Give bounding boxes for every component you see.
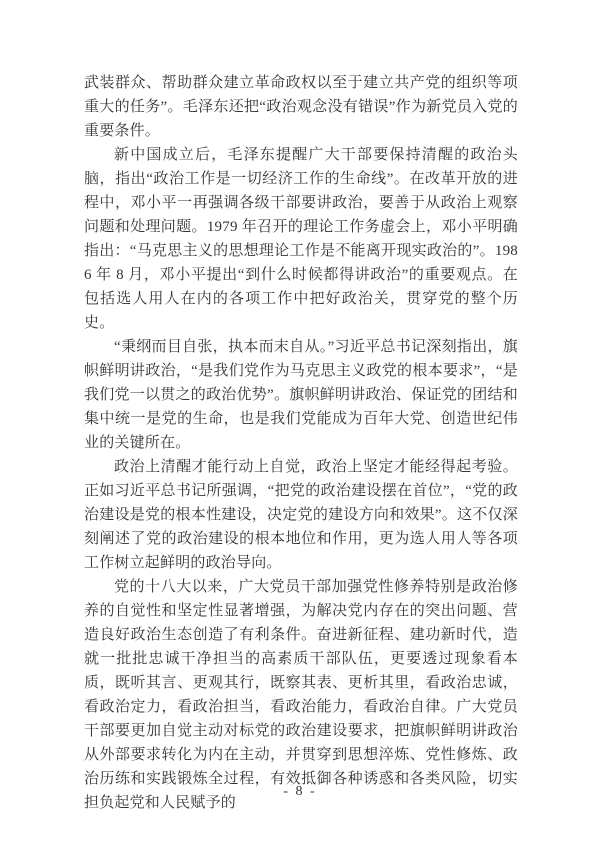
page-number: - 8 - [283,784,317,799]
document-body [84,71,518,815]
paragraph: 武装群众、帮助群众建立革命政权以至于建立共产党的组织等项重大的任务”。毛泽东还把“政治观念没有错误”作为新党员入党的重要条件。 [84,75,518,139]
paragraph: “秉纲而目自张，执本而末自从。”习近平总书记深刻指出，旗帜鲜明讲政治，“是我们党作为马克思主义政党的根本要求”，“是我们党一以贯之的政治优势”。旗帜鲜明讲政治、保证党的团结和集中统一是党的生命，也是我们党能成为百年大党、创造世纪伟业的关键所在。 [84,339,518,451]
paragraph: 党的十八大以来，广大党员干部加强党性修养特别是政治修养的自觉性和坚定性显著增强，为解决党内存在的突出问题、营造良好政治生态创造了有利条件。奋进新征程、建功新时代，造就一批批忠诚干净担当的高素质干部队伍，更要透过现象看本质，既听其言、更观其行，既察其表、更析其里，看政治忠诚，看政治定力，看政治担当，看政治能力，看政治自律。广大党员干部要更加自觉主动对标党的政治建设要求，把旗帜鲜明讲政治从外部要求转化为内在主动，并贯穿到思想淬炼、党性修炼、政治历练和实践锻炼全过程，有效抵御各种诱惑和各类风险，切实担负起党和人民赋予的 [84,579,518,811]
paragraph: 新中国成立后，毛泽东提醒广大干部要保持清醒的政治头脑，指出“政治工作是一切经济工作的生命线”。在改革开放的进程中，邓小平一再强调各级干部要讲政治，要善于从政治上观察问题和处理问题。1979 年召开的理论工作务虚会上，邓小平明确指出：“马克思主义的思想理论工作是不能离开现实政治的”。1986 年 8 月，邓小平提出“到什么时候都得讲政治”的重要观点。在包括选人用人在内的各项工作中把好政治关，贯穿党的整个历史。 [84,147,518,331]
paragraph: 政治上清醒才能行动上自觉，政治上坚定才能经得起考验。正如习近平总书记所强调，“把党的政治建设摆在首位”，“党的政治建设是党的根本性建设，决定党的建设方向和效果”。这不仅深刻阐述了党的政治建设的根本地位和作用，更为选人用人等各项工作树立起鲜明的政治导向。 [84,459,518,571]
